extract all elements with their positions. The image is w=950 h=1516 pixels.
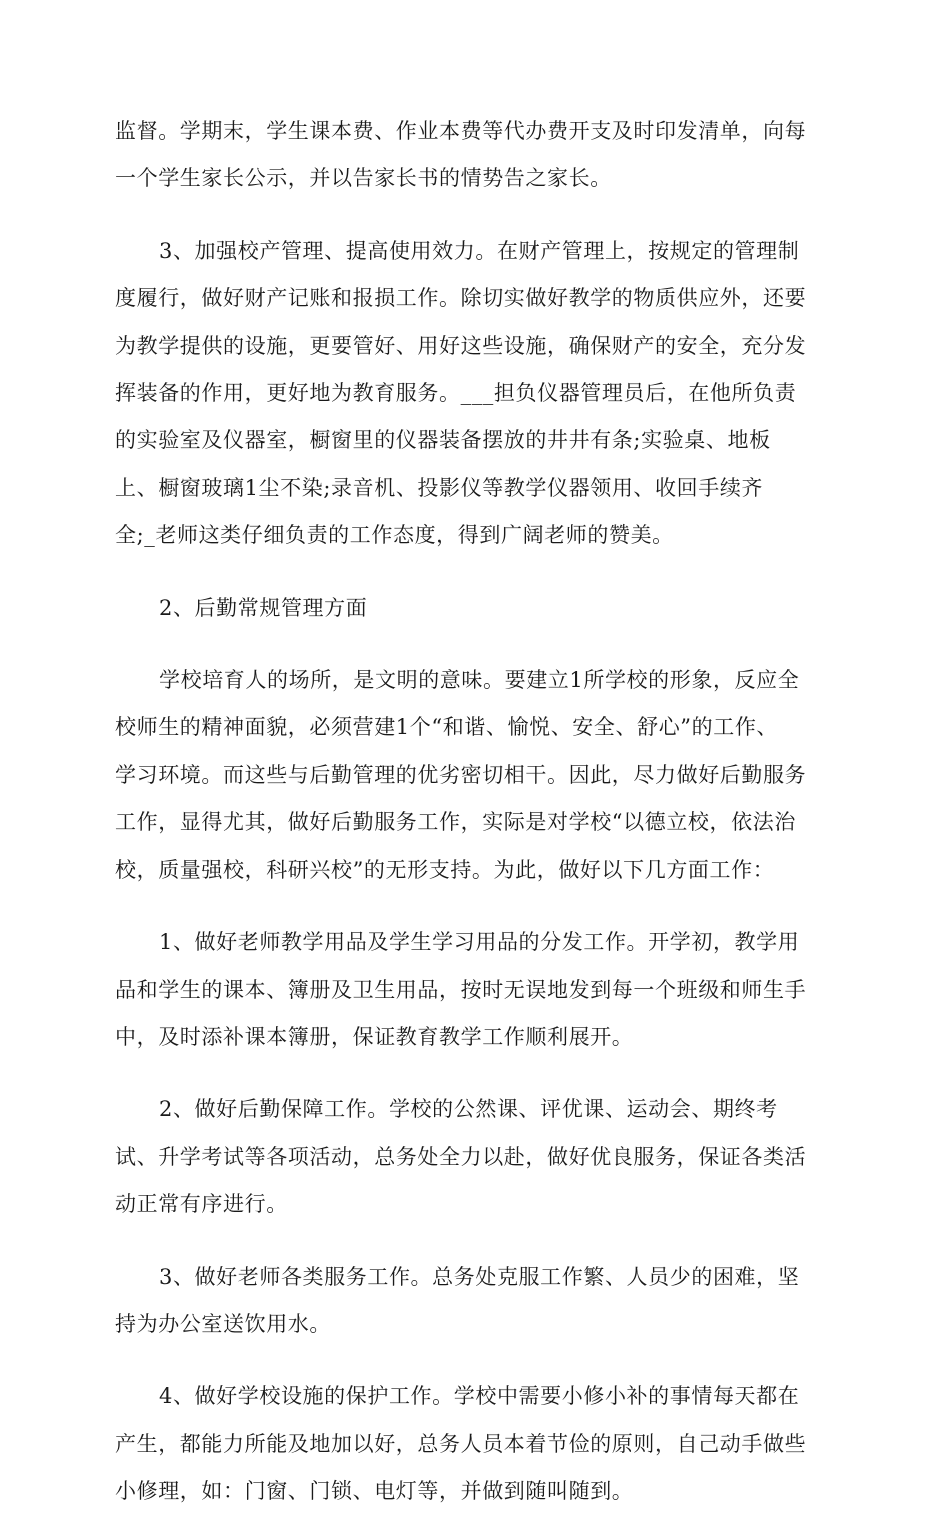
text-line: 度履行，做好财产记账和报损工作。除切实做好教学的物质供应外，还要 [115, 286, 807, 311]
paragraph-item-4 [115, 1373, 835, 1515]
text-line: 上、橱窗玻璃1尘不染;录音机、投影仪等教学仪器领用、收回手续齐 [115, 475, 764, 500]
text-line: 3、加强校产管理、提高使用效力。在财产管理上，按规定的管理制 [159, 238, 800, 263]
text-line: 挥装备的作用，更好地为教育服务。___担负仪器管理员后，在他所负责 [115, 381, 797, 406]
text-line: 的实验室及仪器室，橱窗里的仪器装备摆放的井井有条;实验桌、地板 [115, 428, 771, 453]
text-line: 持为办公室送饮用水。 [115, 1311, 331, 1336]
text-line: 学习环境。而这些与后勤管理的优劣密切相干。因此，尽力做好后勤服务 [115, 762, 807, 787]
text-line: 动正常有序进行。 [115, 1192, 288, 1217]
text-line: 学校培育人的场所，是文明的意味。要建立1所学校的形象，反应全 [159, 668, 800, 693]
paragraph-fee-supervision [115, 108, 835, 203]
text-line: 小修理，如：门窗、门锁、电灯等，并做到随叫随到。 [115, 1479, 634, 1504]
text-line: 品和学生的课本、簿册及卫生用品，按时无误地发到每一个班级和师生手 [115, 977, 807, 1002]
paragraph-logistics-intro [115, 657, 835, 894]
text-line: 4、做好学校设施的保护工作。学校中需要小修小补的事情每天都在 [159, 1384, 800, 1409]
text-line: 产生，都能力所能及地加以好，总务人员本着节俭的原则，自己动手做些 [115, 1431, 807, 1456]
text-line: 2、后勤常规管理方面 [159, 595, 368, 620]
text-line: 试、升学考试等各项活动，总务处全力以赴，做好优良服务，保证各类活 [115, 1144, 807, 1169]
text-line: 中，及时添补课本簿册，保证教育教学工作顺利展开。 [115, 1024, 634, 1049]
section-heading-logistics [115, 585, 835, 632]
text-line: 3、做好老师各类服务工作。总务处克服工作繁、人员少的困难，坚 [159, 1264, 800, 1289]
text-line: 一个学生家长公示，并以告家长书的情势告之家长。 [115, 166, 612, 191]
paragraph-asset-management [115, 228, 835, 560]
paragraph-item-2 [115, 1086, 835, 1228]
paragraph-item-1 [115, 919, 835, 1061]
text-line: 2、做好后勤保障工作。学校的公然课、评优课、运动会、期终考 [159, 1097, 778, 1122]
text-line: 1、做好老师教学用品及学生学习用品的分发工作。开学初，教学用 [159, 930, 800, 955]
text-line: 校师生的精神面貌，必须营建1个“和谐、愉悦、安全、舒心”的工作、 [115, 715, 779, 740]
text-line: 校，质量强校，科研兴校”的无形支持。为此，做好以下几方面工作： [115, 857, 775, 882]
text-line: 全;_老师这类仔细负责的工作态度，得到广阔老师的赞美。 [115, 523, 674, 548]
text-line: 工作，显得尤其，做好后勤服务工作，实际是对学校“以德立校，依法治 [115, 810, 796, 835]
document-body [115, 108, 835, 1516]
text-line: 监督。学期末，学生课本费、作业本费等代办费开支及时印发清单，向每 [115, 119, 807, 143]
paragraph-item-3 [115, 1254, 835, 1349]
text-line: 为教学提供的设施，更要管好、用好这些设施，确保财产的安全，充分发 [115, 333, 807, 358]
